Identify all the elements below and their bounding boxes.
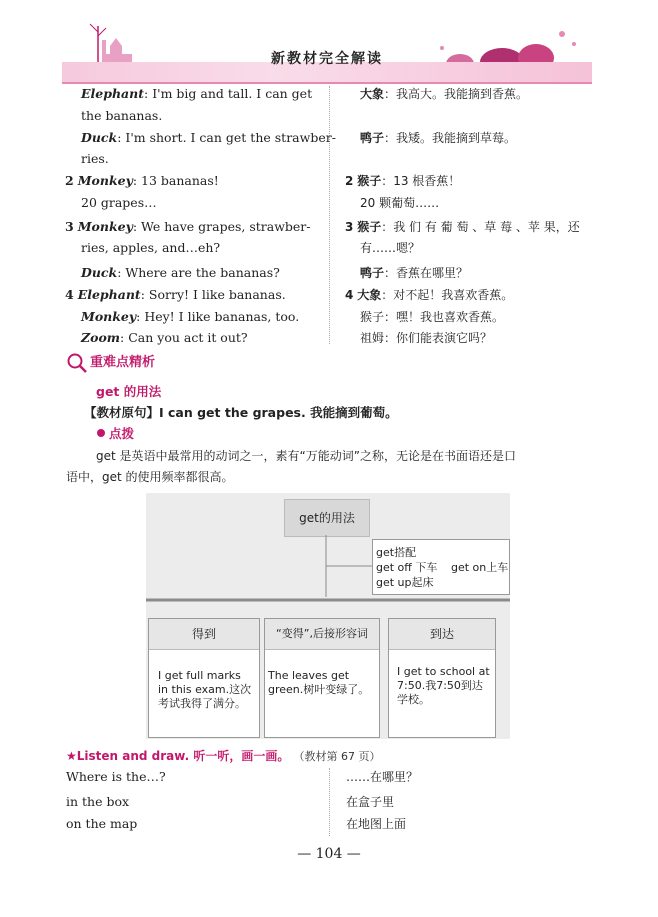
header-title: 新教材完全解读 <box>271 51 383 67</box>
usage-box-body: I get full marks in this exam.这次考试我得了满分。 <box>158 669 252 710</box>
listen-row-cn: ……在哪里？ <box>346 770 419 784</box>
usage-box-title: 到达 <box>389 619 495 650</box>
dialogue-line-cn: 鸭子：我矮。我能摘到草莓。 <box>360 131 517 145</box>
column-divider <box>329 768 330 836</box>
dialogue-line: Duck: Where are the bananas? <box>81 265 280 280</box>
dialogue-line: Monkey: Hey! I like bananas, too. <box>81 309 300 324</box>
page-header <box>62 18 592 84</box>
usage-box-get <box>148 618 260 738</box>
usage-box-become <box>264 618 380 738</box>
dialogue-line-cn: 猴子：嘿！我也喜欢香蕉。 <box>360 310 505 324</box>
usage-diagram <box>146 493 510 739</box>
dialogue-line-cn: 鸭子：香蕉在哪里？ <box>360 266 469 280</box>
dialogue-line: 2 Monkey: 13 bananas! <box>65 173 219 188</box>
dialogue-line-cn: 2 猴子：13 根香蕉！ <box>345 174 461 188</box>
dialogue-line: Elephant: I'm big and tall. I can get <box>81 86 313 101</box>
listen-row-cn: 在地图上面 <box>346 817 407 831</box>
tip-text: get 是英语中最常用的动词之一，素有“万能动词”之称，无论是在书面语还是口 <box>96 449 516 463</box>
dialogue-line: the bananas. <box>81 108 163 123</box>
diagram-title: get的用法 <box>284 499 370 537</box>
dialogue-line: 3 Monkey: We have grapes, strawber- <box>65 219 311 234</box>
magnifier-icon <box>66 352 88 374</box>
collocation-box <box>372 539 510 595</box>
dialogue-line-cn: 3 猴子：我 们 有 葡 萄 、草 莓 、苹 果，还 <box>345 220 580 234</box>
collocation-item: get on上车 <box>451 561 509 574</box>
header-rule <box>62 82 592 84</box>
section-title: 重难点精析 <box>90 355 156 370</box>
collocation-item: get up起床 <box>376 576 434 589</box>
collocation-item: get off 下车 <box>376 561 438 574</box>
dialogue-line: Zoom: Can you act it out? <box>81 330 248 345</box>
listen-row-en: on the map <box>66 816 138 831</box>
dialogue-line: ries, apples, and…eh? <box>81 240 221 255</box>
bullet-icon <box>97 429 105 437</box>
dialogue-line: 20 grapes… <box>81 195 157 210</box>
usage-box-title: “变得”,后接形容词 <box>265 619 379 650</box>
dialogue-line-cn: 祖姆：你们能表演它吗？ <box>360 331 493 345</box>
usage-box-arrive <box>388 618 496 738</box>
dialogue-line: 4 Elephant: Sorry! I like bananas. <box>65 287 286 302</box>
dialogue-line-cn: 4 大象：对不起！我喜欢香蕉。 <box>345 288 514 302</box>
dialogue-line-cn: 20 颗葡萄…… <box>360 196 440 210</box>
usage-box-title: 得到 <box>149 619 259 650</box>
listen-row-en: Where is the…? <box>66 769 166 784</box>
listen-row-en: in the box <box>66 794 130 809</box>
usage-box-body: The leaves get green.树叶变绿了。 <box>268 669 370 696</box>
listen-title: ★Listen and draw. 听一听，画一画。 （教材第 67 页） <box>66 749 381 763</box>
tip-label: 点拨 <box>109 426 135 441</box>
dialogue-line-cn: 大象：我高大。我能摘到香蕉。 <box>360 87 529 101</box>
dialogue-line: ries. <box>81 151 109 166</box>
page-number: — 104 — <box>297 846 361 862</box>
collocation-title: get搭配 <box>376 546 417 559</box>
dialogue-line: Duck: I'm short. I can get the strawber- <box>81 130 336 145</box>
column-divider <box>329 86 330 344</box>
original-sentence: 【教材原句】I can get the grapes. 我能摘到葡萄。 <box>84 405 398 420</box>
dialogue-line-cn: 有……嗯？ <box>360 241 421 255</box>
section-subtitle: get 的用法 <box>96 384 162 399</box>
tip-text: 语中，get 的使用频率都很高。 <box>66 470 234 484</box>
listen-row-cn: 在盒子里 <box>346 795 395 809</box>
usage-box-body: I get to school at 7:50.我7:50到达学校。 <box>397 665 490 706</box>
